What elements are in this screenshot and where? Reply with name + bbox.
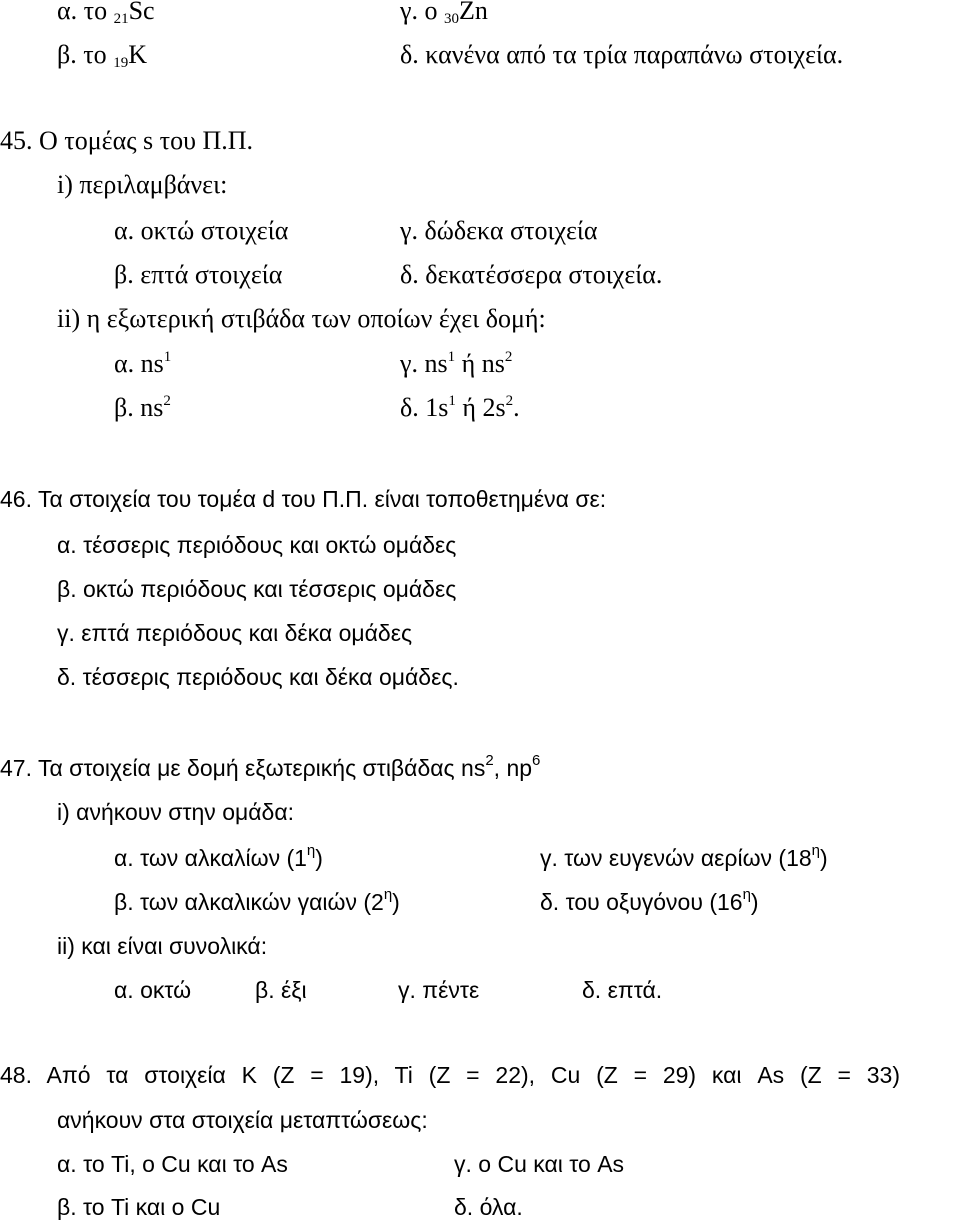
- q45-ii-option-a: α. $ns^1$: [114, 349, 172, 378]
- q47-i-option-a: α. των αλκαλίων $(1^\eta)$: [114, 842, 323, 871]
- q48-option-b: β. το Ti και ο Cu: [57, 1194, 221, 1220]
- q45-i-option-d: δ. δεκατέσσερα στοιχεία.: [400, 260, 663, 289]
- q45-part-i-label: i) περιλαμβάνει:: [57, 170, 228, 199]
- q44-option-d: δ. κανένα από τα τρία παραπάνω στοιχεία.: [400, 40, 844, 69]
- q45-i-option-a: α. οκτώ στοιχεία: [114, 216, 289, 245]
- q46-option-a: α. τέσσερις περιόδους και οκτώ ομάδες: [57, 532, 457, 558]
- q44-option-a: α. το $_{21}$Sc: [57, 0, 155, 27]
- q48-option-c: γ. ο Cu και το As: [454, 1151, 625, 1177]
- q47-i-option-b: β. των αλκαλικών γαιών $(2^\eta)$: [114, 886, 400, 915]
- q45-ii-option-c: γ. $ns^1$ ή $ns^2$: [400, 349, 513, 378]
- q45-part-ii-label: ii) η εξωτερική στιβάδα των οποίων έχει δομή:: [57, 304, 546, 333]
- q46-option-d: δ. τέσσερις περιόδους και δέκα ομάδες.: [57, 664, 459, 690]
- q48-title-continued: ανήκουν στα στοιχεία μεταπτώσεως:: [57, 1107, 428, 1133]
- q47-ii-option-a: α. οκτώ: [114, 977, 192, 1003]
- q47-i-option-d: δ. του οξυγόνου $(16^\eta)$: [540, 886, 759, 915]
- q45-i-option-b: β. επτά στοιχεία: [114, 260, 283, 289]
- q47-ii-option-b: β. έξι: [255, 977, 307, 1003]
- q47-title: 47. Τα στοιχεία με δομή εξωτερικής στιβάδας $ns^2$, $np^6$: [0, 752, 541, 781]
- q45-title: 45. Ο τομέας s του Π.Π.: [0, 126, 253, 155]
- q46-option-c: γ. επτά περιόδους και δέκα ομάδες: [57, 620, 413, 646]
- q47-part-ii-label: ii) και είναι συνολικά:: [57, 933, 268, 959]
- q45-ii-option-b: β. $ns^2$: [114, 393, 171, 422]
- q47-ii-option-d: δ. επτά.: [582, 977, 663, 1003]
- q47-ii-option-c: γ. πέντε: [398, 977, 480, 1003]
- q48-option-a: α. το Ti, ο Cu και το As: [57, 1151, 288, 1177]
- q45-ii-option-d: δ. $1s^1$ ή $2s^2$.: [400, 393, 520, 422]
- q45-i-option-c: γ. δώδεκα στοιχεία: [400, 216, 598, 245]
- q47-i-option-c: γ. των ευγενών αερίων $(18^\eta)$: [540, 842, 828, 871]
- q44-option-c: γ. ο $_{30}$Zn: [400, 0, 488, 27]
- q44-option-b: β. το $_{19}$K: [57, 40, 147, 71]
- q47-part-i-label: i) ανήκουν στην ομάδα:: [57, 799, 295, 825]
- q46-title: 46. Τα στοιχεία του τομέα d του Π.Π. είναι τοποθετημένα σε:: [0, 486, 607, 512]
- q48-option-d: δ. όλα.: [454, 1194, 523, 1220]
- q46-option-b: β. οκτώ περιόδους και τέσσερις ομάδες: [57, 576, 457, 602]
- q48-title: 48. Από τα στοιχεία K (Z = 19), Ti (Z = 22), Cu (Z = 29) και As (Z = 33): [0, 1062, 900, 1088]
